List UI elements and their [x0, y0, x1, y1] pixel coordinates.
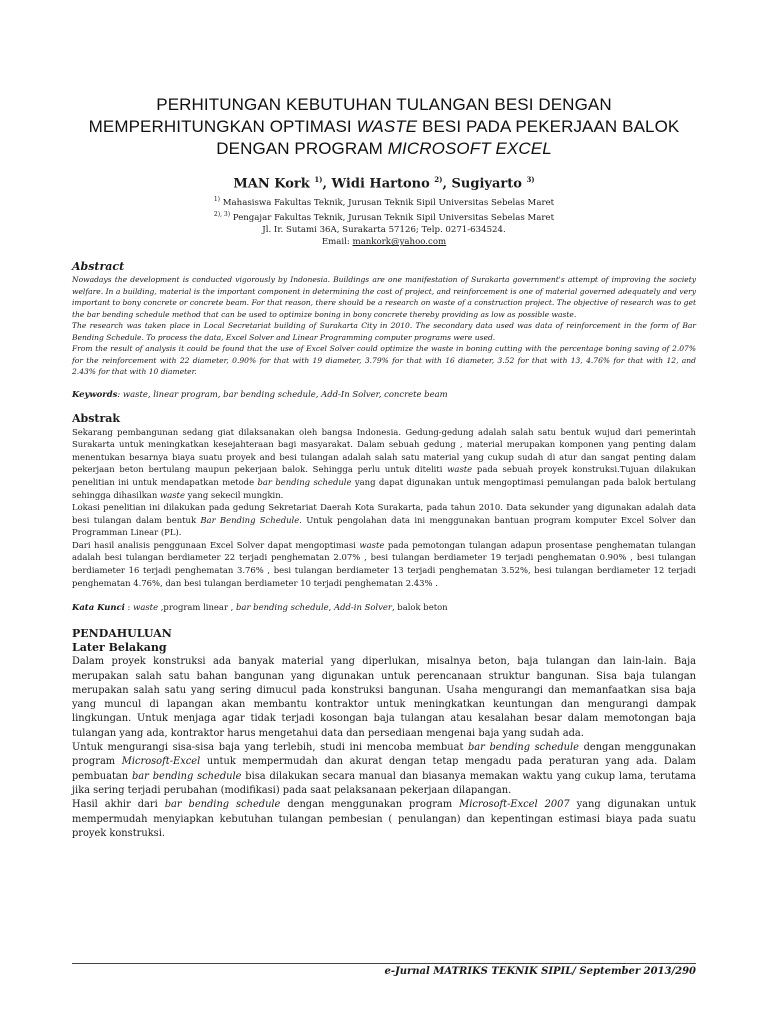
body-paragraph-3: [72, 798, 696, 841]
abstract-paragraph-2: The research was taken place in Local Secretariat building of Surakarta City in 2010. The secondary data used was data of reinforcement in the form of Bar Bending Schedule. To process the data, Excel Solver and Linear Programming computer programs were used.: [72, 321, 696, 342]
italic-term: waste: [447, 464, 473, 475]
title-line-3: [72, 138, 696, 160]
affiliation-text: Mahasiswa Fakultas Teknik, Jurusan Teknik Sipil Universitas Sebelas Maret: [220, 198, 555, 209]
address: Jl. Ir. Sutami 36A, Surakarta 57126; Telp. 0271-634524.: [262, 225, 506, 236]
author-2: , Widi Hartono: [322, 176, 435, 192]
text: Dari hasil analisis penggunaan Excel Solver dapat mengoptimasi: [72, 539, 360, 550]
affiliation-text: Pengajar Fakultas Teknik, Jurusan Teknik Sipil Universitas Sebelas Maret: [230, 213, 555, 224]
text: pada pemotongan tulangan adapun prosentase penghematan tulangan adalah besi tulangan berdiameter 22 terjadi penghematan 2.07% , besi tulangan berdiameter 19 terjadi penghematan 0.90% , besi tulangan berdiameter 16 terjadi penghematan 3.76% , besi tulangan berdiameter 13 terjadi penghematan 3.52%, besi tulangan berdiameter 12 terjadi penghematan 4.76%, dan besi tulangan berdiameter 10 terjadi penghematan 2.43% .: [72, 539, 696, 588]
text: ,program linear ,: [158, 602, 237, 613]
title-line-1: PERHITUNGAN KEBUTUHAN TULANGAN BESI DENGAN: [156, 95, 612, 114]
author-list: [72, 172, 696, 192]
title-line-2: [72, 116, 696, 138]
author-1-sup: 1): [314, 175, 323, 184]
keywords-label: Keywords: [72, 388, 118, 399]
abstract-paragraph-1: Nowadays the development is conducted vigorously by Indonesia. Buildings are one manifestation of Surakarta government's attempt of improving the society welfare. In a building, material is the important component in determining the cost of project, and reinforcement is one of material governed adequately and very important to bony concrete or concrete beam. For that reason, there should be a research on waste of a construction project. The objective of research was to get the bar bending schedule method that can be used to optimize boning in bony concrete thereby providing as low as possible waste.: [72, 275, 696, 319]
email-label: Email:: [321, 237, 353, 248]
abstrak-heading: Abstrak: [72, 411, 121, 425]
text: ,: [328, 602, 335, 613]
text: untuk mempermudah dan akurat dengan tetap mengadu pada peraturan yang ada. Dalam pembuatan: [72, 756, 696, 782]
author-3-sup: 3): [526, 175, 535, 184]
body-paragraph-2: [72, 741, 696, 798]
text: :: [124, 602, 134, 613]
italic-term: bar bending schedule: [257, 476, 352, 487]
paper-page: [72, 94, 696, 841]
italic-term: bar bending schedule: [131, 770, 242, 782]
text: Sekarang pembangunan sedang giat dilaksanakan oleh bangsa Indonesia. Gedung-gedung adalah salah satu bentuk wujud dari pemerintah Surakarta untuk meningkatkan kesejahteraan bagi masyarakat. Dalam sebuah gedung , material merupakan komponen yang penting dalam menentukan besarnya biaya suatu proyek and besi tulangan adalah salah satu material yang cukup sudah di atur dan sangat penting dalam pekerjaan beton bertulang maupun pekerjaan balok. Sehingga perlu untuk diteliti: [72, 426, 696, 475]
affiliation-1: [72, 194, 696, 209]
italic-term: bar bending schedule: [468, 742, 579, 754]
italic-term: waste: [133, 602, 159, 613]
author-3: , Sugiyarto: [442, 176, 527, 192]
author-2-sup: 2): [434, 175, 443, 184]
affiliation-sup: 2), 3): [213, 211, 231, 219]
text: Lokasi penelitian ini dilakukan pada gedung Sekretariat Daerah Kota Surakarta, pada tahun 2010. Data sekunder yang digunakan adalah data besi tulangan dalam bentuk: [72, 502, 696, 525]
text: yang dapat digunakan untuk mengoptimasi pemulangan pada balok bertulang sehingga dihasilkan: [72, 476, 696, 500]
italic-term: Microsoft-Excel: [121, 756, 201, 768]
italic-term: Add-in Solver: [334, 602, 392, 613]
abstrak-paragraph-3: [72, 539, 696, 589]
title-italic: MICROSOFT EXCEL: [387, 139, 552, 158]
title-text: MEMPERHITUNGKAN OPTIMASI: [88, 117, 357, 136]
text: Untuk mengurangi sisa-sisa baja yang terlebih, studi ini mencoba membuat: [72, 742, 468, 754]
keywords-text: : waste, linear program, bar bending schedule, Add-In Solver, concrete beam: [117, 388, 448, 399]
abstrak-paragraph-2: [72, 501, 696, 539]
email-link[interactable]: mankork@yahoo.com: [352, 237, 447, 248]
text: bisa dilakukan secara manual dan biasanya memakan waktu yang cukup lama, terutama jika sering terjadi perubahan (modifikasi) pada saat pelaksanaan pekerjaan dilapangan.: [72, 770, 696, 796]
title-italic: WASTE: [356, 117, 418, 136]
italic-term: waste: [359, 539, 385, 550]
text: Hasil akhir dari: [72, 799, 165, 811]
text: pada sebuah proyek konstruksi.Tujuan dilakukan penelitian ini untuk mendapatkan metode: [72, 464, 696, 487]
subsection-heading: Later Belakang: [72, 641, 167, 655]
text: dengan menggunakan program: [72, 742, 696, 768]
keywords: [72, 388, 696, 400]
italic-term: Bar Bending Schedule.: [200, 514, 302, 525]
body-paragraph-1: Dalam proyek konstruksi ada banyak material yang diperlukan, misalnya beton, baja tulangan dan lain-lain. Baja merupakan salah satu bahan bangunan yang digunakan untuk perencanaan struktur bangunan. Sisa baja tulangan merupakan salah satu yang sering dimucul pada konstruksi bangunan. Usaha mengurangi dan memanfaatkan sisa baja yang muncul di lapangan akan membantu kontraktor untuk meningkatkan keuntungan dan mengurangi dampak lingkungan. Untuk menjaga agar tidak terjadi kosongan baja tulangan atau kesalahan besar dalam memotongan baja tulangan yang ada, kontraktor harus mengetahui data dan persediaan mengenai baja yang sudah ada.: [72, 656, 696, 739]
abstract-paragraph-3: From the result of analysis it could be found that the use of Excel Solver could optimize the waste in boning cutting with the percentage boning saving of 2.07% for the reinforcement with 22 diameter, 0.90% for that with 19 diameter, 3.79% for that with 16 diameter, 3.52 for that with 13, 4.76% for that with 12, and 2.43% for that with 10 diameter.: [72, 344, 696, 377]
email-line: [72, 236, 696, 248]
italic-term: Microsoft-Excel 2007: [459, 799, 570, 811]
italic-term: bar bending schedule: [164, 799, 281, 811]
affiliation-sup: 1): [213, 196, 221, 204]
section-heading: PENDAHULUAN: [72, 627, 172, 641]
kata-kunci-label: Kata Kunci: [72, 602, 125, 613]
text: , balok beton: [391, 602, 448, 613]
abstrak-paragraph-1: [72, 426, 696, 502]
italic-term: bar bending schedule: [236, 602, 329, 613]
paper-title: [72, 94, 696, 160]
affiliation-2: [72, 209, 696, 224]
title-text: DENGAN PROGRAM: [216, 139, 388, 158]
affiliations: [72, 194, 696, 248]
title-text: BESI PADA PEKERJAAN BALOK: [417, 117, 680, 136]
journal-footer: e-Jurnal MATRIKS TEKNIK SIPIL/ September 2013/290: [384, 966, 696, 977]
text: Untuk pengolahan data ini menggunakan bantuan program komputer Excel Solver dan Programman Linear (PL).: [72, 514, 696, 538]
kata-kunci: [72, 601, 696, 613]
author-1: MAN Kork: [233, 176, 315, 192]
text: yang digunakan untuk mempermudah menyiapkan kebutuhan tulangan pembesian ( penulangan) dan kepentingan estimasi biaya pada suatu proyek konstruksi.: [72, 799, 696, 839]
abstract-heading: Abstract: [72, 260, 125, 274]
text: dengan menggunakan program: [280, 799, 460, 811]
footer-rule: [72, 963, 696, 964]
italic-term: waste: [159, 489, 185, 500]
text: yang sekecil mungkin.: [184, 489, 284, 500]
